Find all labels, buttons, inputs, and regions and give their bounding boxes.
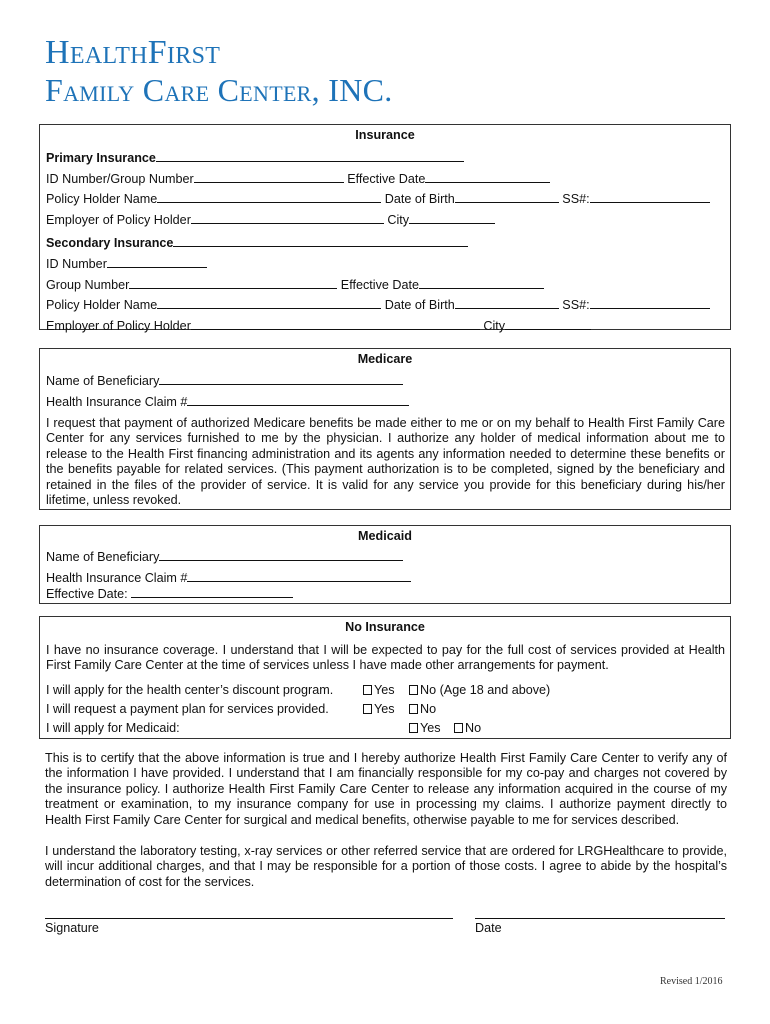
medicaid-effective-label: Effective Date: (46, 587, 132, 601)
payment-plan-no-label: No (420, 702, 437, 716)
medicaid-apply-yes-option[interactable] (409, 720, 441, 736)
medicare-claim-label: Health Insurance Claim # (46, 395, 188, 409)
secondary-insurance-row (46, 234, 468, 251)
date-line[interactable] (475, 918, 725, 919)
employer-field[interactable] (191, 211, 384, 224)
ss-field-2[interactable] (590, 296, 710, 309)
employer-label: Employer of Policy Holder (46, 213, 191, 227)
effective-date-label-2: Effective Date (340, 278, 419, 292)
discount-yes-option[interactable] (363, 682, 395, 698)
primary-insurance-label: Primary Insurance (46, 151, 156, 165)
id-number-label: ID Number (46, 257, 107, 271)
payment-plan-row (46, 701, 329, 717)
payment-plan-yes-checkbox[interactable] (363, 704, 372, 714)
group-number-row (46, 276, 544, 293)
dob-field[interactable] (455, 190, 559, 203)
medicaid-effective-field[interactable] (131, 585, 293, 598)
secondary-insurance-label: Secondary Insurance (46, 236, 174, 250)
city-label-2: City (483, 319, 506, 333)
medicare-title: Medicare (357, 352, 413, 366)
medicaid-title: Medicaid (358, 529, 412, 543)
id-number-row (46, 255, 207, 272)
city-label: City (387, 213, 410, 227)
primary-insurance-field[interactable] (156, 149, 464, 162)
medicaid-beneficiary-row (46, 548, 403, 565)
group-number-field[interactable] (129, 276, 337, 289)
employer-field-2[interactable] (191, 317, 480, 330)
medicaid-apply-no-option[interactable] (454, 720, 481, 736)
no-insurance-section (39, 616, 731, 739)
medicaid-effective-row (46, 585, 293, 602)
effective-date-label: Effective Date (347, 172, 426, 186)
no-insurance-paragraph: I have no insurance coverage. I understand that I will be expected to pay for the full cost of services provided at Health First Family Care Center at the time of services unless I have made other arrangements for payment. (46, 643, 725, 673)
medicaid-apply-label: I will apply for Medicaid: (46, 721, 180, 735)
medicaid-apply-no-label: No (465, 721, 482, 735)
lab-paragraph: I understand the laboratory testing, x-ray services or other referred service that are ordered for LRGHealthcare to provide, will incur additional charges, and that I may be responsible for a portion of those costs. I agree to abide by the hospital’s determination of cost for the services. (45, 844, 727, 889)
payment-plan-no-checkbox[interactable] (409, 704, 418, 714)
medicare-beneficiary-label: Name of Beneficiary (46, 374, 160, 388)
medicare-beneficiary-field[interactable] (159, 372, 403, 385)
medicare-claim-field[interactable] (187, 393, 409, 406)
id-group-label: ID Number/Group Number (46, 172, 194, 186)
discount-yes-label: Yes (374, 683, 395, 697)
medicare-claim-row (46, 393, 409, 410)
signature-line[interactable] (45, 918, 453, 919)
dob-label-2: Date of Birth (384, 298, 455, 312)
id-number-field[interactable] (107, 255, 207, 268)
policy-holder-field[interactable] (157, 190, 381, 203)
id-group-row (46, 170, 550, 187)
id-group-field[interactable] (194, 170, 344, 183)
payment-plan-yes-option[interactable] (363, 701, 395, 717)
dob-field-2[interactable] (455, 296, 559, 309)
medicaid-apply-yes-checkbox[interactable] (409, 723, 418, 733)
policy-holder-label: Policy Holder Name (46, 192, 158, 206)
payment-plan-no-option[interactable] (409, 701, 436, 717)
employer-row (46, 211, 495, 228)
medicaid-beneficiary-field[interactable] (159, 548, 403, 561)
policy-holder-row (46, 190, 710, 207)
employer-label-2: Employer of Policy Holder (46, 319, 191, 333)
ss-label-2: SS#: (562, 298, 590, 312)
revised-note: Revised 1/2016 (660, 976, 723, 987)
policy-holder-label-2: Policy Holder Name (46, 298, 158, 312)
city-field-2[interactable] (505, 317, 591, 330)
certify-paragraph: This is to certify that the above information is true and I hereby authorize Health First Family Care Center to verify any of the information I have provided. I understand that I am financially responsible for my co-pay and charges not covered by the insurance policy. I authorize Health First Family Care Center to release any information acquired in the course of my treatment or examination, to my insurance company for use in processing my claims. I authorize payment directly to Health First Family Care Center for surgical and medical benefits, otherwise payable to me for services described. (45, 751, 727, 827)
ss-field[interactable] (590, 190, 710, 203)
medicaid-claim-field[interactable] (187, 569, 411, 582)
employer-row-2 (46, 317, 591, 334)
medicaid-beneficiary-label: Name of Beneficiary (46, 550, 160, 564)
primary-insurance-row (46, 149, 464, 166)
effective-date-field[interactable] (425, 170, 550, 183)
ss-label: SS#: (562, 192, 590, 206)
date-label: Date (475, 921, 502, 935)
medicare-beneficiary-row (46, 372, 403, 389)
secondary-insurance-field[interactable] (173, 234, 468, 247)
group-number-label: Group Number (46, 278, 130, 292)
medicaid-claim-label: Health Insurance Claim # (46, 571, 188, 585)
discount-no-label: No (Age 18 and above) (420, 683, 551, 697)
medicaid-apply-no-checkbox[interactable] (454, 723, 463, 733)
medicaid-claim-row (46, 569, 411, 586)
medicare-section (39, 348, 731, 510)
insurance-section (39, 124, 731, 333)
medicaid-apply-row (46, 720, 180, 736)
discount-no-option[interactable] (409, 682, 550, 698)
medicaid-section (39, 525, 731, 604)
effective-date-field-2[interactable] (419, 276, 544, 289)
payment-plan-yes-label: Yes (374, 702, 395, 716)
city-field[interactable] (409, 211, 495, 224)
no-insurance-title: No Insurance (345, 620, 425, 634)
logo-line-2: Family Care Center, INC. (45, 72, 393, 108)
medicaid-apply-yes-label: Yes (420, 721, 441, 735)
policy-holder-row-2 (46, 296, 710, 313)
discount-no-checkbox[interactable] (409, 685, 418, 695)
logo-line-1: HealthFirst (45, 34, 221, 71)
discount-program-row (46, 682, 333, 698)
discount-yes-checkbox[interactable] (363, 685, 372, 695)
dob-label: Date of Birth (384, 192, 455, 206)
discount-program-label: I will apply for the health center’s discount program. (46, 683, 334, 697)
insurance-title: Insurance (355, 128, 415, 142)
signature-label: Signature (45, 921, 99, 935)
medicare-paragraph: I request that payment of authorized Medicare benefits be made either to me or on my behalf to Health First Family Care Center for any services furnished to me by the physician. I authorize any holder of medical information about me to release to the Health First financing administration and its agents any information needed to determine these benefits or the benefits payable for related services. (This payment authorization is to be completed, signed by the beneficiary and retained in the files of the provider of service. It is valid for any service you provide for this beneficiary during his/her lifetime, unless revoked. (46, 416, 725, 508)
payment-plan-label: I will request a payment plan for services provided. (46, 702, 329, 716)
policy-holder-field-2[interactable] (157, 296, 381, 309)
